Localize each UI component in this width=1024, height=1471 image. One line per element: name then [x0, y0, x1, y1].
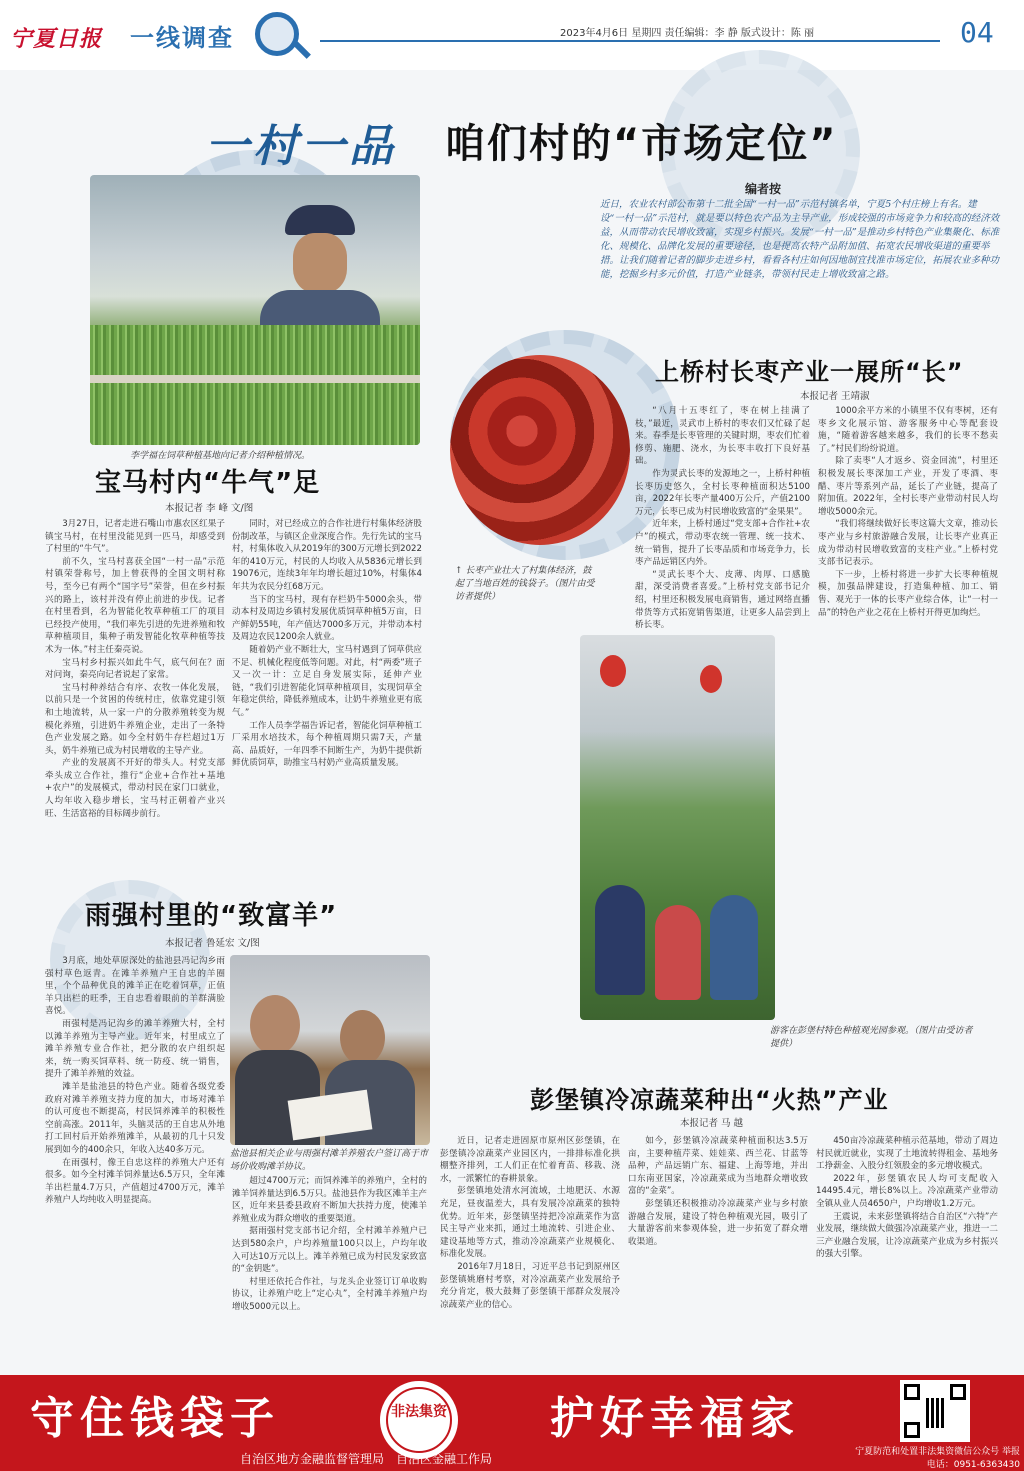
paragraph: 彭堡镇地处清水河流域，土地肥沃、水源充足，昼夜温差大，具有发展冷凉蔬菜的独特优势。近年来，彭堡镇坚持把冷凉蔬菜作为富民主导产业来抓，通过土地流转、引进企业、建设基地等方式，推动冷凉蔬菜产业规模化、标准化发展。: [440, 1186, 620, 1260]
article-byline-pengbao: 本报记者 马 越: [680, 1118, 744, 1129]
banner-slogan-right: 护好幸福家: [550, 1393, 800, 1444]
paragraph: “八月十五枣红了，枣在树上挂满了枝，”最近，灵武市上桥村的枣农们又忙碌了起来。春季是长枣管理的关键时期，枣农们忙着修剪、施肥、浇水，为长枣丰收打下良好基础。: [635, 406, 810, 467]
headline-title: 咱们村的“市场定位”: [445, 121, 838, 167]
magnifier-icon: [255, 12, 299, 56]
person-head: [340, 1010, 385, 1065]
paragraph: 据雨强村党支部书记介绍，全村滩羊养殖户已达到580余户，户均养殖量100只以上，户均年收入可达10万元以上。滩羊养殖已成为村民发家致富的“金钥匙”。: [232, 1226, 427, 1275]
paragraph: 超过4700万元；而饲养滩羊的养殖户，全村的滩羊饲养量达到6.5万只。盐池县作为我区滩羊主产区，近年来县委县政府不断加大扶持力度，使滩羊养殖业成为群众增收的重要渠道。: [232, 1176, 427, 1224]
editor-note-text: 近日，农业农村部公布第十二批全国“一村一品”示范村镇名单，宁夏5个村庄榜上有名。建设“一村一品”示范村，就是要以特色农产品为主导产业，形成较强的市场竞争力和较高的经济效益，从而带动农民增收致富，实现乡村振兴。发展“一村一品”是推动乡村特色产业集聚化、标准化、规模化、品牌化发展的重要途径，也是提高农特产品附加值、拓宽农民增收渠道的重要举措。让我们随着记者的脚步走进乡村，看看各村庄如何因地制宜找准市场定位，拓展农业多种功能，挖掘乡村多元价值，打造产业链条，带领村民走上增收致富之路。: [600, 199, 1000, 280]
paragraph: 除了卖枣“人才返乡、资金回流”，村里还积极发展长枣深加工产业，开发了枣酒、枣醋、枣片等系列产品，延长了产业链，提高了附加值。2022年，全村长枣产业带动村民人均增收5000余元。: [818, 456, 998, 517]
paragraph: 村里还依托合作社，与龙头企业签订订单收购协议，让养殖户吃上“定心丸”，全村滩羊养殖户均增收5000元以上。: [232, 1276, 427, 1312]
qr-finder-icon: [950, 1384, 966, 1400]
article-byline-baoma: 本报记者 李 峰 文/图: [165, 503, 254, 514]
greenhouse-photo: [580, 635, 775, 1020]
paragraph: 王震说，未来彭堡镇将结合自治区“六特”产业发展，继续做大做强冷凉蔬菜产业，推进一二三产业融合发展，让冷凉蔬菜产业成为乡村振兴的强大引擎。: [816, 1211, 998, 1260]
article-body-baoma: [45, 518, 225, 878]
paragraph: 宝马村乡村振兴如此牛气，底气何在？面对问询，秦亮向记者说起了家常。: [45, 657, 225, 681]
person-head: [250, 995, 300, 1055]
qr-pattern: [926, 1398, 946, 1428]
child-figure: [595, 885, 645, 995]
jujube-photo: [450, 355, 630, 545]
article-byline-yuqiang: 本报记者 鲁延宏 文/图: [165, 938, 260, 949]
sheep-photo-caption: 盐池县相关企业与雨强村滩羊养殖农户签订高于市场价收购滩羊协议。: [230, 1149, 429, 1172]
paragraph: 1000余平方米的小镇里不仅有枣树，还有枣乡文化展示馆、游客服务中心等配套设施，“随着游客越来越多，我们的长枣不愁卖了。”村民们纷纷说道。: [818, 406, 998, 454]
farmer-photo-caption: 李学福在饲草种植基地向记者介绍种植情况。: [130, 451, 311, 461]
sheep-contract-photo: [230, 955, 430, 1145]
article-title-yuqiang: 雨强村里的“致富羊”: [85, 901, 338, 931]
grass-trays: [90, 325, 420, 445]
paragraph: 滩羊是盐池县的特色产业。随着各级党委政府对滩羊养殖支持力度的加大，市场对滩羊的认可度也不断提高，村民饲养滩羊的积极性空前高涨。2011年，头脑灵活的王自忠从外地打工回村后开始养殖滩羊，从最初的几十只发展到如今的400余只，年收入达40多万元。: [45, 1081, 225, 1155]
newspaper-logo: 宁夏日报: [10, 26, 103, 52]
article-body-yuqiang: [45, 955, 225, 1355]
paragraph: 雨强村是冯记沟乡的滩羊养殖大村，全村以滩羊养殖为主导产业。近年来，村里成立了滩羊养殖专业合作社，把分散的农户组织起来，统一购买饲草料、统一防疫、统一销售，提升了滩羊养殖的效益。: [45, 1018, 225, 1080]
article-body-shangqiao: [635, 405, 810, 630]
article-title-shangqiao: 上桥村长枣产业一展所“长”: [655, 358, 964, 386]
paragraph: 同时，对已经成立的合作社进行村集体经济股份制改革，与镇区企业深度合作。先行先试的宝马村，村集体收入从2019年的300万元增长到2022年的410万元，村民的人均收入从5836元增长到19076元，连续3年年均增长超过10%，村集体4年共为农民分红68万元。: [232, 519, 422, 592]
greenhouse-photo-caption: 游客在彭堡村特色种植观光园参观。（图片由受访者提供）: [770, 1026, 973, 1049]
paragraph: 在雨强村，像王自忠这样的养殖大户还有很多。如今全村滩羊饲养量达6.5万只，全年滩羊出栏量4.7万只，产值超过4700万元，滩羊养殖户人均纯收入明显提高。: [45, 1157, 225, 1206]
paragraph: 2022年，彭堡镇农民人均可支配收入14495.4元，增长8%以上。冷凉蔬菜产业带动全镇从业人员4650户，户均增收1.2万元。: [816, 1173, 998, 1209]
paragraph: 随着奶产业不断壮大，宝马村遇到了饲草供应不足、机械化程度低等问题。对此，村“两委”班子又一次一计：立足自身发展实际，延伸产业链，“我们引进智能化饲草种植项目，实现饲草全年稳定供给，降低养殖成本，让奶牛养殖业更有底气。”: [232, 644, 422, 718]
banner-organizations: 自治区地方金融监督管理局 自治区金融工作局: [240, 1452, 493, 1466]
paragraph: 450亩冷凉蔬菜种植示范基地，带动了周边村民就近就业，实现了土地流转得租金、基地务工挣薪金、入股分红领股金的多元增收模式。: [816, 1136, 998, 1172]
paragraph: 近日，记者走进固原市原州区彭堡镇，在彭堡镇冷凉蔬菜产业园区内，一排排标准化拱棚整齐排列，工人们正在忙着育苗、移栽、浇水，一派繁忙的春耕景象。: [440, 1136, 620, 1184]
qr-finder-icon: [904, 1384, 920, 1400]
paragraph: 当下的宝马村，现有存栏奶牛5000余头，带动本村及周边乡镇村发展优质饲草种植5万亩，日产鲜奶55吨，年产值达7000多万元，并带动本村及周边农民1200余人就业。: [232, 594, 422, 643]
article-title-pengbao: 彭堡镇冷凉蔬菜种出“火热”产业: [530, 1086, 889, 1114]
paragraph: 如今，彭堡镇冷凉蔬菜种植面积达3.5万亩，主要种植芹菜、娃娃菜、西兰花、甘蓝等品种，产品远销广东、福建、上海等地，并出口东南亚国家，冷凉蔬菜成为当地群众增收致富的“金菜”。: [628, 1136, 808, 1197]
paragraph: 下一步，上桥村将进一步扩大长枣种植规模，加强品牌建设，打造集种植、加工、销售、观光于一体的长枣产业综合体，让“一村一品”的特色产业之花在上桥村开得更加绚烂。: [818, 569, 998, 618]
paragraph: 前不久，宝马村喜获全国“一村一品”示范村镇荣誉称号，加上曾获得的全国文明村称号，至今已有两个“国字号”荣誉，但在乡村振兴的路上，该村并没有停止前进的步伐。记者在村里看到，名为智能化牧草种植工厂的项目已经投产使用，“我们率先引进的先进养殖和牧草种植项目，集种子萌发智能化牧草种植等技术为一体。”村主任秦亮说。: [45, 556, 225, 655]
article-body-shangqiao-col2: [818, 405, 998, 1015]
paragraph: 近年来，上桥村通过“党支部+合作社+农户”的模式，带动枣农统一管理、统一技术、统一销售，提升了长枣品质和市场竞争力，长枣产品远销区内外。: [635, 519, 810, 568]
qr-code-icon[interactable]: [900, 1380, 970, 1442]
banner-slogan-left: 守住钱袋子: [30, 1393, 280, 1444]
qr-finder-icon: [904, 1422, 920, 1438]
farmer-hat: [285, 205, 355, 235]
article-body-yuqiang-col2: [232, 1175, 427, 1355]
farmer-face: [293, 233, 347, 293]
paragraph: 产业的发展离不开好的带头人。村党支部牵头成立合作社，推行“企业+合作社+基地+农户”的发展模式，带动村民在家门口就业，人均年收入稳步增长，宝马村正朝着产业兴旺、生活富裕的目标阔步前行。: [45, 758, 225, 819]
child-figure: [655, 905, 701, 1000]
red-lantern: [700, 665, 722, 693]
paragraph: 工作人员李学福告诉记者，智能化饲草种植工厂采用水培技术，每个种植周期只需7天，产量高、品质好，一年四季不间断生产，为奶牛提供新鲜优质饲草，助推宝马村奶产业高质量发展。: [232, 720, 422, 769]
paragraph: “灵武长枣个大、皮薄、肉厚、口感脆甜，深受消费者喜爱。”上桥村党支部书记介绍，村里还积极发展电商销售，通过网络直播带货等方式拓宽销售渠道，让更多人品尝到上桥长枣。: [635, 569, 810, 630]
qr-caption: 宁夏防范和处置非法集资微信公众号 举报电话：0951-6363430: [855, 1447, 1020, 1470]
headline-slogan: 一村一品: [205, 121, 397, 172]
article-body-baoma-col2: [232, 518, 422, 878]
page-number: 04: [960, 16, 994, 49]
jujube-photo-caption: ↑ 长枣产业壮大了村集体经济，鼓起了当地百姓的钱袋子。（图片由受访者提供）: [455, 566, 595, 602]
editor-note-label: 编者按: [745, 182, 782, 196]
paragraph: 宝马村种养结合有序、农牧一体化发展，以前只是一个贫困的传统村庄，依靠党建引领和土地流转，从一家一户的分散养殖转变为规模化养殖，引进奶牛养殖企业，走出了一条特色产业发展之路。如今全村奶牛存栏超过1万头，奶牛养殖已成为村民增收的主导产业。: [45, 682, 225, 756]
header-rule: [320, 40, 940, 42]
section-title: 一线调查: [130, 24, 234, 52]
paragraph: 3月27日，记者走进石嘴山市惠农区红果子镇宝马村，在村里没能见到一匹马，却感受到了村里的“牛气”。: [45, 519, 225, 555]
illegal-fundraising-seal: 非法集资: [386, 1387, 452, 1453]
paragraph: 作为灵武长枣的发源地之一，上桥村种植长枣历史悠久，全村长枣种植面积达5100亩，2022年长枣产量400万公斤，产值2100万元，长枣已成为村民增收致富的“金果果”。: [635, 468, 810, 517]
article-title-baoma: 宝马村内“牛气”足: [95, 468, 321, 498]
paragraph: 彭堡镇还积极推动冷凉蔬菜产业与乡村旅游融合发展，建设了特色种植观光园，吸引了大量游客前来参观体验，进一步拓宽了群众增收渠道。: [628, 1198, 808, 1247]
paragraph: 2016年7月18日，习近平总书记到原州区彭堡镇姚磨村考察，对冷凉蔬菜产业发展给予充分肯定，极大鼓舞了彭堡镇干部群众发展冷凉蔬菜产业的信心。: [440, 1261, 620, 1310]
dateline: 2023年4月6日 星期四 责任编辑：李 静 版式设计：陈 丽: [560, 28, 815, 39]
tray-rail: [90, 375, 420, 383]
article-body-pengbao-col2: [628, 1135, 808, 1365]
paragraph: “我们将继续做好长枣这篇大文章，推动长枣产业与乡村旅游融合发展，让长枣产业真正成为带动村民增收致富的支柱产业。”上桥村党支部书记表示。: [818, 519, 998, 568]
article-body-pengbao-col3: [816, 1135, 998, 1365]
article-byline-shangqiao: 本报记者 王靖淑: [800, 391, 870, 402]
farmer-grass-photo: [90, 175, 420, 445]
article-body-pengbao: [440, 1135, 620, 1365]
red-lantern: [600, 655, 626, 687]
paragraph: 3月底，地处草原深处的盐池县冯记沟乡雨强村草色返青。在滩羊养殖户王自忠的羊圈里，个个品种优良的滩羊正在吃着饲草，正值羊只出栏的旺季，王自忠看着眼前的羊群满脸喜悦。: [45, 956, 225, 1017]
child-figure: [710, 895, 758, 1000]
